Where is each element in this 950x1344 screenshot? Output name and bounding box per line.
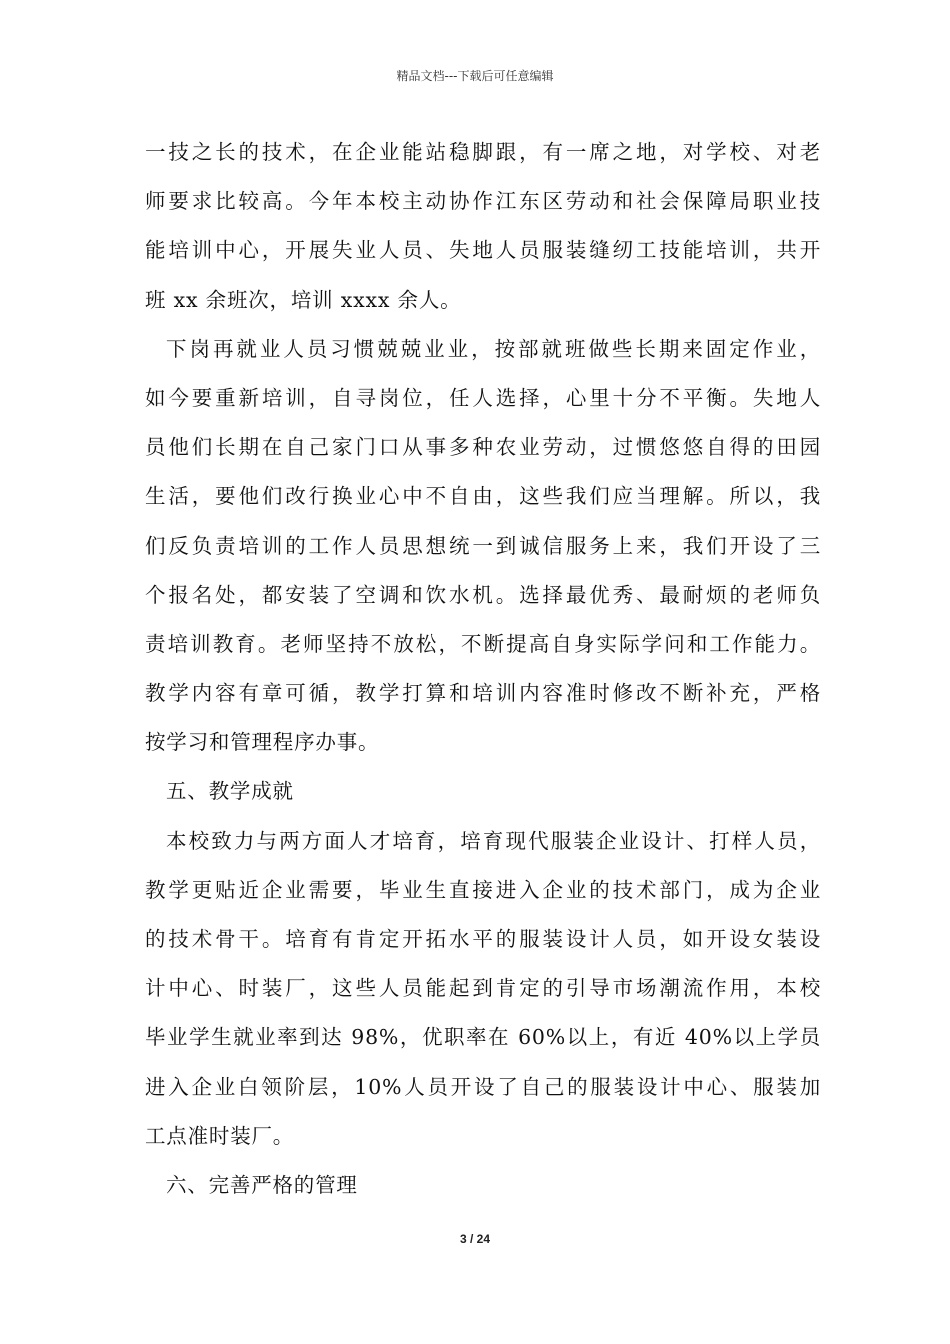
section-heading: 五、教学成就 (166, 779, 294, 804)
paragraph-line: 教学内容有章可循，教学打算和培训内容准时修改不断补充，严格 (145, 681, 821, 706)
document-body (145, 128, 821, 1210)
paragraph-line: 的技术骨干。培育有肯定开拓水平的服装设计人员，如开设女装设 (145, 927, 821, 951)
paragraph-line: 本校致力与两方面人才培育，培育现代服装企业设计、打样人员， (166, 828, 821, 853)
paragraph-line: 毕业学生就业率到达 98%，优职率在 60%以上，有近 40%以上学员 (145, 1025, 821, 1050)
paragraph-line: 工点准时装厂。 (145, 1123, 295, 1148)
paragraph-line: 责培训教育。老师坚持不放松，不断提高自身实际学问和工作能力。 (145, 631, 821, 656)
page-number: 3 / 24 (459, 1232, 491, 1246)
paragraph-line: 们反负责培训的工作人员思想统一到诚信服务上来，我们开设了三 (145, 533, 821, 558)
paragraph-line: 如今要重新培训，自寻岗位，任人选择，心里十分不平衡。失地人 (145, 385, 821, 410)
page-header: 精品文档---下载后可任意编辑 (396, 69, 554, 83)
paragraph-line: 按学习和管理程序办事。 (145, 730, 380, 755)
paragraph-line: 一技之长的技术，在企业能站稳脚跟，有一席之地，对学校、对老 (145, 140, 821, 164)
section-heading: 六、完善严格的管理 (166, 1172, 358, 1197)
paragraph-line: 班 xx 余班次，培训 xxxx 余人。 (145, 287, 462, 312)
paragraph-line: 计中心、时装厂，这些人员能起到肯定的引导市场潮流作用，本校 (145, 976, 821, 1001)
paragraph-line: 下岗再就业人员习惯兢兢业业，按部就班做些长期来固定作业， (166, 336, 821, 361)
paragraph-line: 生活，要他们改行换业心中不自由，这些我们应当理解。所以，我 (145, 484, 821, 509)
paragraph-line: 员他们长期在自己家门口从事多种农业劳动，过惯悠悠自得的田园 (145, 435, 821, 460)
paragraph-line: 进入企业白领阶层，10%人员开设了自己的服装设计中心、服装加 (145, 1074, 821, 1099)
paragraph-line: 教学更贴近企业需要，毕业生直接进入企业的技术部门，成为企业 (145, 877, 821, 902)
paragraph-line: 个报名处，都安装了空调和饮水机。选择最优秀、最耐烦的老师负 (145, 582, 821, 607)
paragraph-line: 能培训中心，开展失业人员、失地人员服装缝纫工技能培训，共开 (145, 238, 821, 263)
paragraph-line: 师要求比较高。今年本校主动协作江东区劳动和社会保障局职业技 (145, 189, 821, 214)
